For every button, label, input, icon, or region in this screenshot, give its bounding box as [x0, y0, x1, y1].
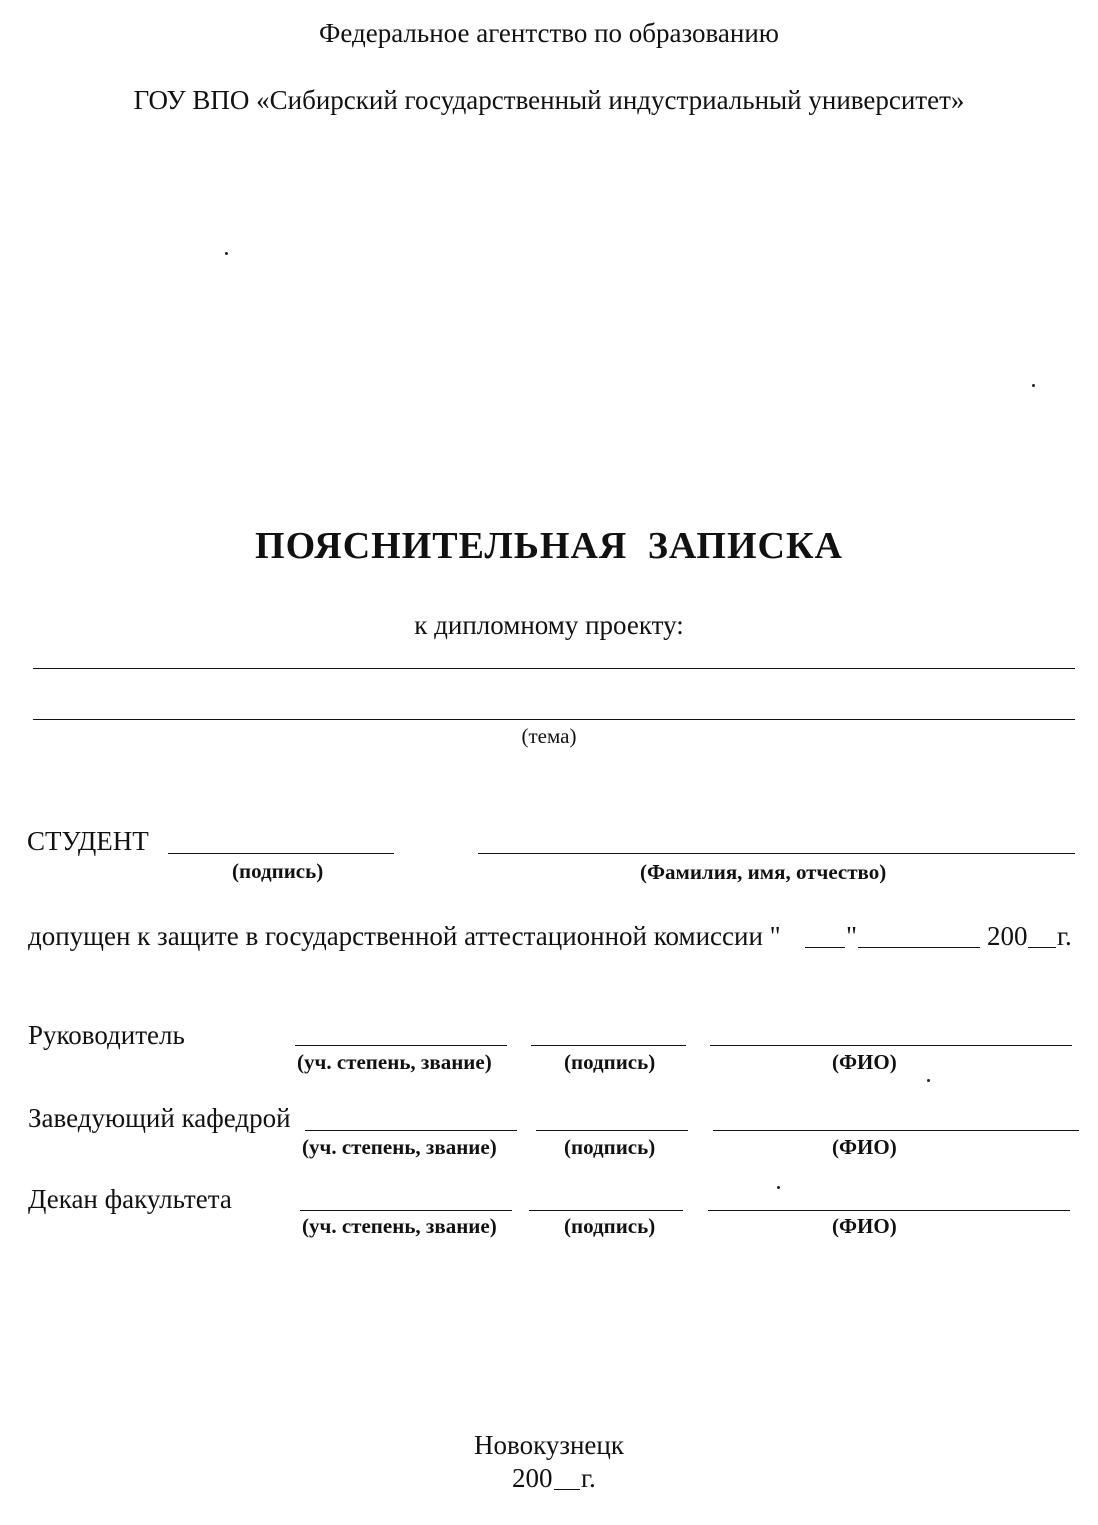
dean-signature-line[interactable]: [529, 1210, 683, 1211]
signer-label-supervisor: Руководитель: [28, 1020, 185, 1050]
head-degree-line[interactable]: [305, 1130, 517, 1131]
head-degree-caption: (уч. степень, звание): [302, 1135, 497, 1159]
admission-year-line[interactable]: [1028, 947, 1056, 948]
scan-speck: [225, 252, 228, 255]
dean-signature-caption: (подпись): [564, 1214, 656, 1238]
footer-year-prefix: 200: [512, 1463, 553, 1493]
dean-degree-line[interactable]: [300, 1210, 512, 1211]
dean-degree-caption: (уч. степень, звание): [302, 1214, 497, 1238]
student-signature-caption: (подпись): [232, 859, 324, 883]
head-signature-caption: (подпись): [564, 1135, 656, 1159]
student-signature-line[interactable]: [168, 853, 394, 854]
scan-speck: [927, 1079, 930, 1082]
topic-line-1[interactable]: [33, 668, 1075, 669]
document-subtitle: к дипломному проекту:: [414, 610, 684, 640]
head-name-caption: (ФИО): [832, 1135, 897, 1159]
supervisor-degree-caption: (уч. степень, звание): [297, 1050, 492, 1074]
scan-speck: [1032, 384, 1035, 387]
student-label: СТУДЕНТ: [27, 826, 149, 856]
university-name: ГОУ ВПО «Сибирский государственный индустриальный университет»: [133, 85, 965, 115]
dean-name-caption: (ФИО): [832, 1214, 897, 1238]
student-name-caption: (Фамилия, имя, отчество): [640, 860, 887, 884]
admission-quote-close: ": [846, 921, 858, 951]
dean-name-line[interactable]: [708, 1210, 1070, 1211]
admission-day-line[interactable]: [805, 947, 845, 948]
scan-speck: [777, 1186, 780, 1189]
supervisor-signature-line[interactable]: [531, 1045, 686, 1046]
agency-name: Федеральное агентство по образованию: [319, 18, 779, 48]
head-name-line[interactable]: [713, 1130, 1079, 1131]
footer-year-line[interactable]: [554, 1489, 580, 1490]
supervisor-degree-line[interactable]: [295, 1045, 507, 1046]
admission-year-suffix: г.: [1057, 921, 1072, 951]
head-signature-line[interactable]: [536, 1130, 688, 1131]
supervisor-name-caption: (ФИО): [832, 1050, 897, 1074]
topic-caption: (тема): [521, 724, 577, 748]
student-name-line[interactable]: [478, 853, 1075, 854]
signer-label-head-of-department: Заведующий кафедрой: [28, 1103, 291, 1133]
footer-city: Новокузнецк: [474, 1430, 624, 1460]
admission-year-prefix: 200: [987, 921, 1028, 951]
signer-label-dean: Декан факультета: [28, 1184, 232, 1214]
topic-line-2[interactable]: [33, 719, 1075, 720]
admission-month-line[interactable]: [858, 947, 980, 948]
document-title: ПОЯСНИТЕЛЬНАЯ ЗАПИСКА: [255, 525, 843, 567]
supervisor-signature-caption: (подпись): [564, 1050, 656, 1074]
admission-text: допущен к защите в государственной аттестационной комиссии ": [28, 921, 781, 951]
footer-year-suffix: г.: [581, 1463, 596, 1493]
supervisor-name-line[interactable]: [710, 1045, 1072, 1046]
